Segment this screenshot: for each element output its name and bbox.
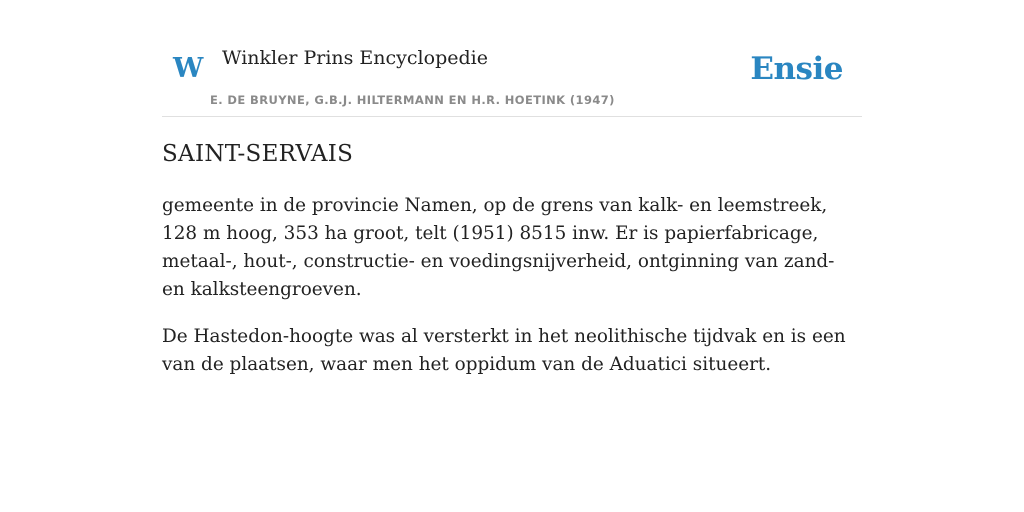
source-authors: E. DE BRUYNE, G.B.J. HILTERMANN EN H.R. HOETINK (1947) (210, 93, 615, 107)
source-header (162, 40, 862, 117)
winkler-prins-logo[interactable]: W (173, 53, 204, 84)
article-body (162, 192, 862, 398)
article-title: SAINT-SERVAIS (162, 141, 354, 167)
ensie-brand-logo[interactable]: Ensie (750, 51, 843, 87)
article-paragraph: gemeente in de provincie Namen, op de grens van kalk- en leemstreek, 128 m hoog, 353 ha groot, telt (1951) 8515 inw. Er is papierfabricage, metaal-, hout-, constructie- en voedingsnijverheid, ontginning van zand- en kalksteengroeven. (162, 195, 835, 300)
source-title[interactable]: Winkler Prins Encyclopedie (222, 47, 488, 69)
article-paragraph: De Hastedon-hoogte was al versterkt in het neolithische tijdvak en is een van de plaatsen, waar men het oppidum van de Aduatici situeert. (162, 326, 846, 375)
